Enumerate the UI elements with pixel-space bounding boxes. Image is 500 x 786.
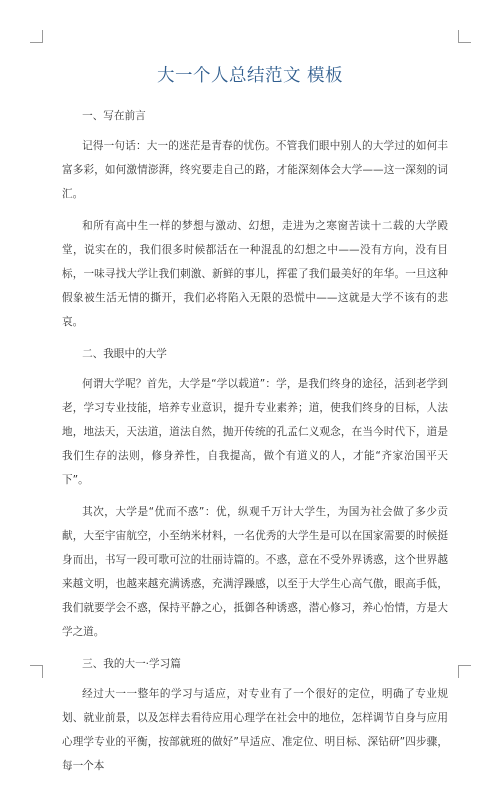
document-title: 大一个人总结范文 模板 [156, 66, 344, 86]
crop-mark-top-left [30, 30, 43, 43]
paragraph: 何谓大学呢？首先，大学是“学以载道”：学，是我们终身的途径，活到老学到老，学习专业技能，培养专业意识，提升专业素养；道，使我们终身的目标，人法地，地法天，天法道，道法自然，抛开传统的孔孟仁义观念，在当今时代下，道是我们生存的法则，修身养性，自我提高，做个有道义的人，才能“齐家治国平天下”。 [62, 378, 448, 486]
crop-mark-bottom-right [458, 665, 471, 678]
section-preface [62, 104, 448, 334]
document-body [62, 104, 448, 786]
section-study [62, 652, 448, 778]
paragraph: 经过大一一整年的学习与适应，对专业有了一个很好的定位，明确了专业规划、就业前景，以及怎样去看待应用心理学在社会中的地位，怎样调节自身与应用心理学专业的平衡，按部就班的做好”早适应、准定位、明目标、深钻研”四步骤，每一个本 [62, 688, 448, 772]
paragraph: 记得一句话：大一的迷茫是青春的忧伤。不管我们眼中别人的大学过的如何丰富多彩，如何激情澎湃，终究要走自己的路，才能深刻体会大学——这一深刻的词汇。 [62, 140, 448, 200]
section-heading: 三、我的大一·学习篇 [82, 658, 181, 670]
paragraph: 其次，大学是“优而不惑”：优，纵观千万计大学生，为国为社会做了多少贡献，大至宇宙航空，小至纳米材料，一名优秀的大学生是可以在国家需要的时候挺身而出，书写一段可歌可泣的壮丽诗篇的。不惑，意在不受外界诱惑，这个世界越来越文明，也越来越充满诱惑，充满浮躁感，以至于大学生心高气傲，眼高手低，我们就要学会不惑，保持平静之心，抵御各种诱惑，潜心修习，养心怡情，方是大学之道。 [62, 506, 448, 638]
section-university-view [62, 342, 448, 644]
crop-mark-bottom-left [30, 665, 43, 678]
section-heading: 一、写在前言 [82, 110, 146, 122]
section-heading: 二、我眼中的大学 [82, 348, 167, 360]
paragraph: 和所有高中生一样的梦想与激动、幻想，走进为之寒窗苦读十二载的大学殿堂，说实在的，我们很多时候都活在一种混乱的幻想之中——没有方向，没有目标，一味寻找大学让我们刺激、新鲜的事儿，挥霍了我们最美好的年华。一旦这种假象被生活无情的撕开，我们必将陷入无限的恐慌中——这就是大学不该有的悲哀。 [62, 220, 448, 328]
crop-mark-top-right [458, 30, 471, 43]
